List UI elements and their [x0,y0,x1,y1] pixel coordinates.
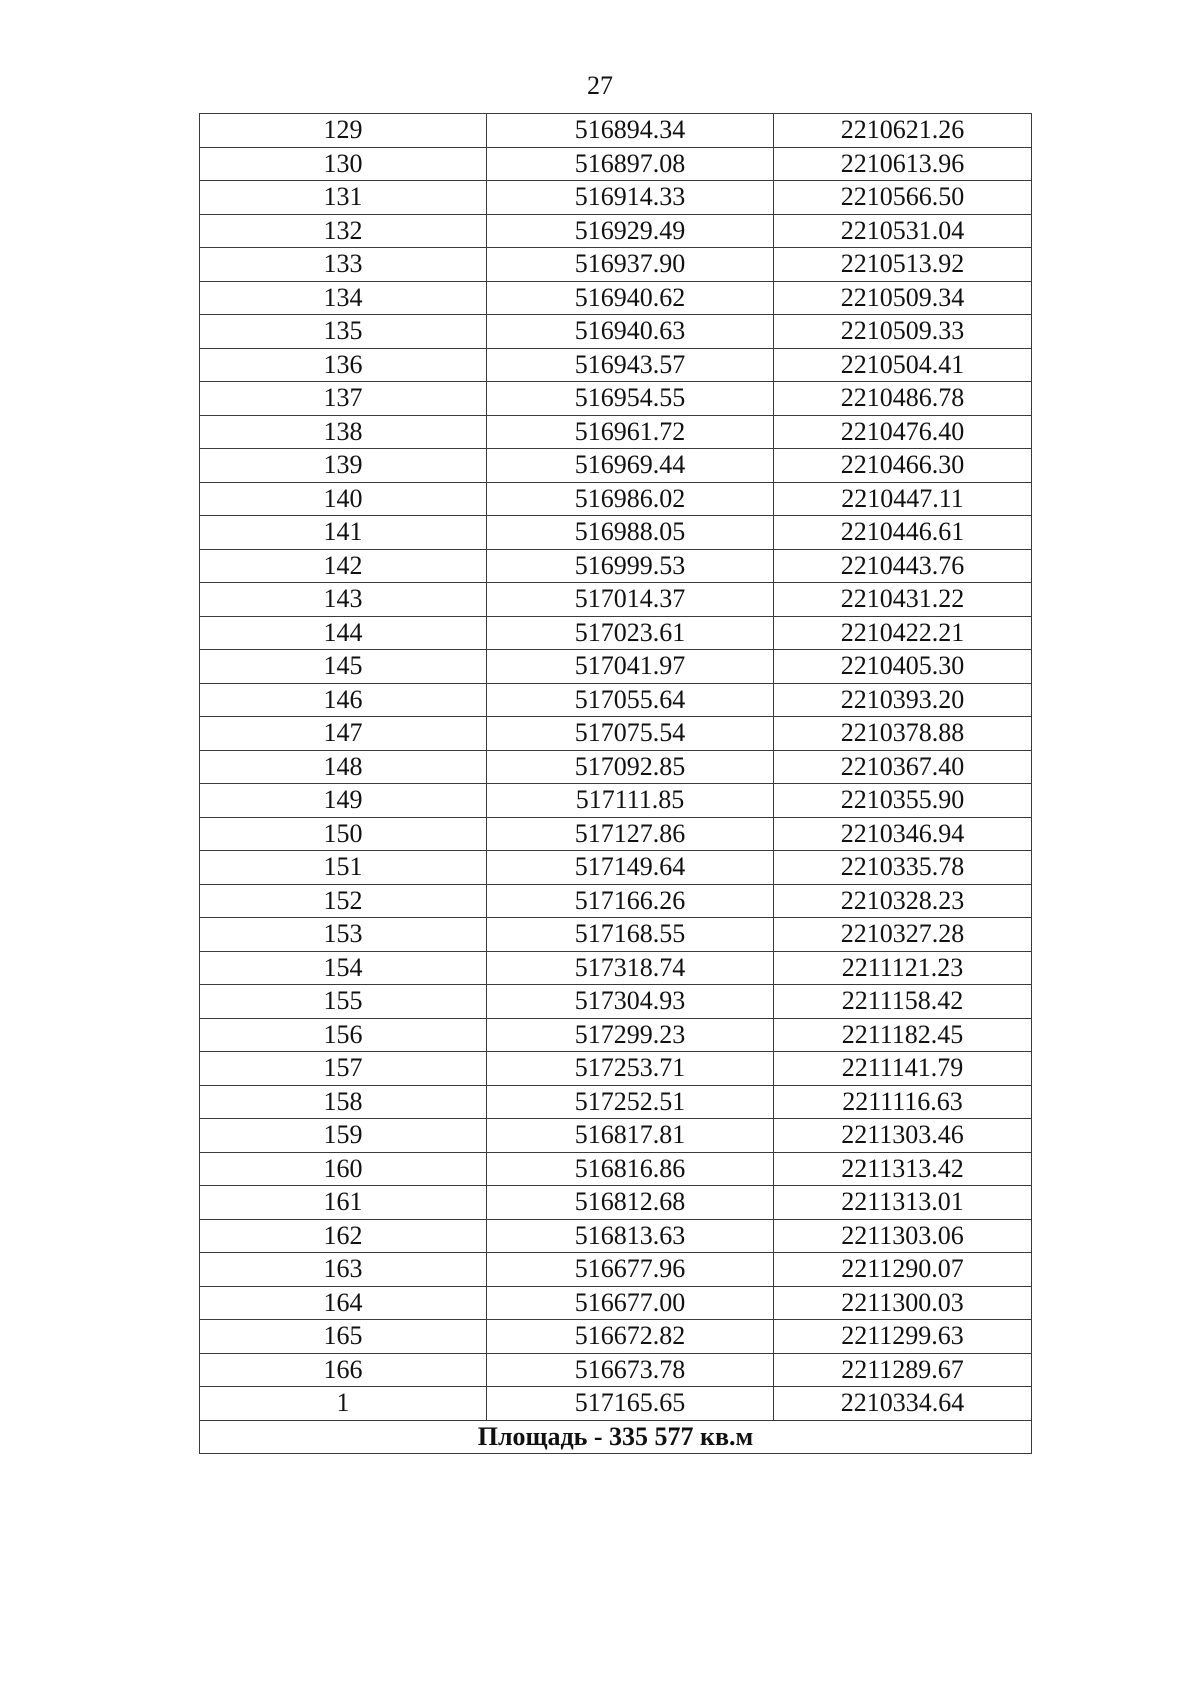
point-number-cell: 155 [200,985,487,1019]
x-coordinate-cell: 516677.96 [487,1253,774,1287]
x-coordinate-cell: 516954.55 [487,382,774,416]
x-coordinate-cell: 517055.64 [487,683,774,717]
y-coordinate-cell: 2211182.45 [774,1018,1032,1052]
table-row [200,114,1032,148]
point-number-cell: 153 [200,918,487,952]
table-row [200,1253,1032,1287]
table-row [200,583,1032,617]
table-row [200,884,1032,918]
y-coordinate-cell: 2211299.63 [774,1320,1032,1354]
table-row [200,1152,1032,1186]
x-coordinate-cell: 517165.65 [487,1387,774,1421]
x-coordinate-cell: 517166.26 [487,884,774,918]
point-number-cell: 157 [200,1052,487,1086]
y-coordinate-cell: 2210486.78 [774,382,1032,416]
y-coordinate-cell: 2211290.07 [774,1253,1032,1287]
y-coordinate-cell: 2210466.30 [774,449,1032,483]
y-coordinate-cell: 2210335.78 [774,851,1032,885]
point-number-cell: 141 [200,516,487,550]
y-coordinate-cell: 2210327.28 [774,918,1032,952]
x-coordinate-cell: 517111.85 [487,784,774,818]
y-coordinate-cell: 2211313.01 [774,1186,1032,1220]
x-coordinate-cell: 516813.63 [487,1219,774,1253]
x-coordinate-cell: 516937.90 [487,248,774,282]
x-coordinate-cell: 516897.08 [487,147,774,181]
y-coordinate-cell: 2210393.20 [774,683,1032,717]
table-row [200,1219,1032,1253]
y-coordinate-cell: 2210378.88 [774,717,1032,751]
table-row [200,449,1032,483]
table-row [200,1186,1032,1220]
table-row [200,784,1032,818]
point-number-cell: 158 [200,1085,487,1119]
y-coordinate-cell: 2210334.64 [774,1387,1032,1421]
y-coordinate-cell: 2210446.61 [774,516,1032,550]
y-coordinate-cell: 2210513.92 [774,248,1032,282]
table-row [200,750,1032,784]
y-coordinate-cell: 2210566.50 [774,181,1032,215]
x-coordinate-cell: 517318.74 [487,951,774,985]
y-coordinate-cell: 2210405.30 [774,650,1032,684]
point-number-cell: 140 [200,482,487,516]
x-coordinate-cell: 516943.57 [487,348,774,382]
x-coordinate-cell: 516672.82 [487,1320,774,1354]
x-coordinate-cell: 517253.71 [487,1052,774,1086]
point-number-cell: 147 [200,717,487,751]
table-row [200,147,1032,181]
table-row [200,918,1032,952]
x-coordinate-cell: 516961.72 [487,415,774,449]
y-coordinate-cell: 2210422.21 [774,616,1032,650]
x-coordinate-cell: 516677.00 [487,1286,774,1320]
table-row [200,549,1032,583]
coordinates-table-body [200,114,1032,1454]
y-coordinate-cell: 2210431.22 [774,583,1032,617]
table-row [200,1085,1032,1119]
point-number-cell: 143 [200,583,487,617]
point-number-cell: 159 [200,1119,487,1153]
table-row [200,415,1032,449]
x-coordinate-cell: 516969.44 [487,449,774,483]
table-row [200,683,1032,717]
x-coordinate-cell: 516673.78 [487,1353,774,1387]
x-coordinate-cell: 517252.51 [487,1085,774,1119]
point-number-cell: 148 [200,750,487,784]
x-coordinate-cell: 517023.61 [487,616,774,650]
point-number-cell: 131 [200,181,487,215]
x-coordinate-cell: 516894.34 [487,114,774,148]
table-row [200,616,1032,650]
x-coordinate-cell: 516999.53 [487,549,774,583]
y-coordinate-cell: 2210504.41 [774,348,1032,382]
point-number-cell: 165 [200,1320,487,1354]
table-row [200,1320,1032,1354]
table-row [200,281,1032,315]
table-row [200,214,1032,248]
table-row [200,516,1032,550]
y-coordinate-cell: 2211141.79 [774,1052,1032,1086]
coordinates-table [199,113,1032,1454]
point-number-cell: 129 [200,114,487,148]
table-row [200,1119,1032,1153]
point-number-cell: 145 [200,650,487,684]
table-row [200,1353,1032,1387]
point-number-cell: 154 [200,951,487,985]
area-total-cell: Площадь - 335 577 кв.м [200,1420,1032,1454]
point-number-cell: 138 [200,415,487,449]
point-number-cell: 1 [200,1387,487,1421]
y-coordinate-cell: 2211303.46 [774,1119,1032,1153]
table-row [200,985,1032,1019]
point-number-cell: 137 [200,382,487,416]
point-number-cell: 161 [200,1186,487,1220]
point-number-cell: 163 [200,1253,487,1287]
point-number-cell: 146 [200,683,487,717]
x-coordinate-cell: 516986.02 [487,482,774,516]
table-row [200,650,1032,684]
point-number-cell: 166 [200,1353,487,1387]
y-coordinate-cell: 2210447.11 [774,482,1032,516]
x-coordinate-cell: 517127.86 [487,817,774,851]
table-row [200,851,1032,885]
table-row [200,348,1032,382]
table-row [200,1286,1032,1320]
point-number-cell: 136 [200,348,487,382]
x-coordinate-cell: 517149.64 [487,851,774,885]
table-row [200,315,1032,349]
y-coordinate-cell: 2210621.26 [774,114,1032,148]
point-number-cell: 144 [200,616,487,650]
y-coordinate-cell: 2210509.34 [774,281,1032,315]
x-coordinate-cell: 516914.33 [487,181,774,215]
y-coordinate-cell: 2211313.42 [774,1152,1032,1186]
point-number-cell: 134 [200,281,487,315]
x-coordinate-cell: 517168.55 [487,918,774,952]
y-coordinate-cell: 2210367.40 [774,750,1032,784]
table-row [200,717,1032,751]
point-number-cell: 152 [200,884,487,918]
table-row [200,1387,1032,1421]
table-row [200,482,1032,516]
x-coordinate-cell: 517092.85 [487,750,774,784]
x-coordinate-cell: 516816.86 [487,1152,774,1186]
y-coordinate-cell: 2210443.76 [774,549,1032,583]
y-coordinate-cell: 2210328.23 [774,884,1032,918]
x-coordinate-cell: 516817.81 [487,1119,774,1153]
y-coordinate-cell: 2211116.63 [774,1085,1032,1119]
table-row [200,382,1032,416]
x-coordinate-cell: 517299.23 [487,1018,774,1052]
x-coordinate-cell: 516929.49 [487,214,774,248]
point-number-cell: 150 [200,817,487,851]
table-row [200,1052,1032,1086]
point-number-cell: 162 [200,1219,487,1253]
table-row [200,181,1032,215]
point-number-cell: 149 [200,784,487,818]
table-row [200,951,1032,985]
y-coordinate-cell: 2211300.03 [774,1286,1032,1320]
x-coordinate-cell: 516940.63 [487,315,774,349]
table-row [200,248,1032,282]
y-coordinate-cell: 2211289.67 [774,1353,1032,1387]
point-number-cell: 139 [200,449,487,483]
y-coordinate-cell: 2210509.33 [774,315,1032,349]
y-coordinate-cell: 2210476.40 [774,415,1032,449]
point-number-cell: 130 [200,147,487,181]
point-number-cell: 164 [200,1286,487,1320]
x-coordinate-cell: 516940.62 [487,281,774,315]
x-coordinate-cell: 517304.93 [487,985,774,1019]
x-coordinate-cell: 517041.97 [487,650,774,684]
y-coordinate-cell: 2211303.06 [774,1219,1032,1253]
table-row [200,1018,1032,1052]
y-coordinate-cell: 2210346.94 [774,817,1032,851]
y-coordinate-cell: 2210355.90 [774,784,1032,818]
x-coordinate-cell: 517014.37 [487,583,774,617]
point-number-cell: 132 [200,214,487,248]
point-number-cell: 151 [200,851,487,885]
point-number-cell: 133 [200,248,487,282]
point-number-cell: 142 [200,549,487,583]
point-number-cell: 156 [200,1018,487,1052]
y-coordinate-cell: 2211158.42 [774,985,1032,1019]
x-coordinate-cell: 516812.68 [487,1186,774,1220]
page-number: 27 [587,71,613,100]
y-coordinate-cell: 2211121.23 [774,951,1032,985]
y-coordinate-cell: 2210613.96 [774,147,1032,181]
x-coordinate-cell: 516988.05 [487,516,774,550]
point-number-cell: 160 [200,1152,487,1186]
total-row [200,1420,1032,1454]
y-coordinate-cell: 2210531.04 [774,214,1032,248]
point-number-cell: 135 [200,315,487,349]
table-row [200,817,1032,851]
x-coordinate-cell: 517075.54 [487,717,774,751]
